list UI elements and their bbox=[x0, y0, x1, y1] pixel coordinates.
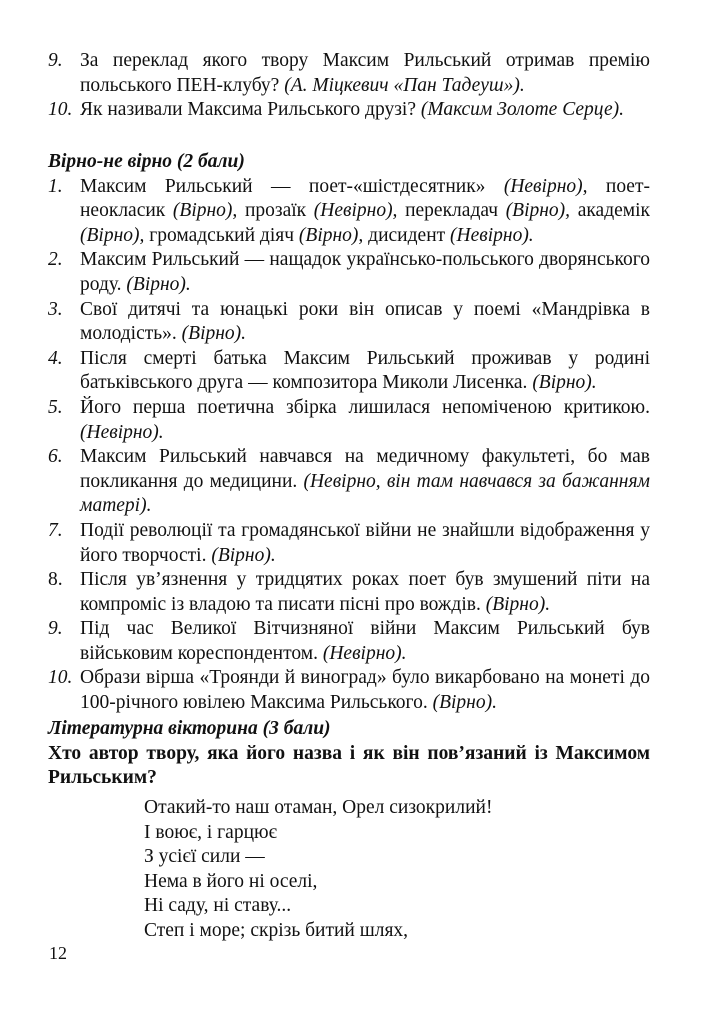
item-answer: (Вірно), bbox=[505, 200, 571, 222]
item-answer: (Вірно), bbox=[80, 224, 145, 246]
item-number: 4. bbox=[48, 347, 63, 369]
top-question-list bbox=[48, 49, 650, 123]
page-number: 12 bbox=[49, 943, 67, 963]
item-number: 5. bbox=[48, 396, 63, 418]
list-item bbox=[48, 175, 650, 249]
item-answer: (Вірно). bbox=[211, 544, 276, 566]
list-item bbox=[48, 98, 650, 123]
list-item bbox=[48, 445, 650, 519]
item-number: 1. bbox=[48, 175, 63, 197]
item-answer: (Невірно), bbox=[503, 175, 588, 197]
item-number: 10. bbox=[48, 667, 73, 689]
item-number: 7. bbox=[48, 519, 63, 541]
item-text-part: прозаїк bbox=[237, 200, 314, 222]
poem-excerpt bbox=[144, 796, 604, 944]
item-answer: (Максим Золоте Серце). bbox=[420, 99, 625, 121]
list-item bbox=[48, 347, 650, 396]
item-answer: (Вірно), bbox=[298, 224, 364, 246]
item-number: 8. bbox=[48, 569, 63, 591]
item-text: Як називали Максима Рильського друзі? bbox=[80, 99, 421, 121]
item-text: Після смерті батька Максим Рильський проживав у родині батьківського друга — композитора Миколи Лисенка. bbox=[80, 347, 650, 394]
item-text: Максим Рильський навчався на медичному факультеті, бо мав покликання до медицини. bbox=[80, 446, 650, 492]
item-text-part: академік bbox=[570, 200, 651, 222]
item-answer: (А. Міцкевич «Пан Тадеуш»). bbox=[284, 74, 525, 96]
item-number: 9. bbox=[48, 618, 63, 640]
item-answer: (Невірно). bbox=[450, 224, 534, 246]
item-number: 10. bbox=[48, 99, 73, 121]
item-answer: (Вірно), bbox=[172, 200, 238, 222]
list-item bbox=[48, 666, 650, 715]
list-item bbox=[48, 396, 650, 445]
item-text-part: дисидент bbox=[363, 224, 451, 246]
section-heading: Вірно-не вірно (2 бали) bbox=[48, 151, 245, 172]
section-heading: Літературна вікторина (3 бали) bbox=[48, 718, 331, 739]
item-answer: (Невірно). bbox=[322, 642, 407, 664]
item-text: Під час Великої Вітчизняної війни Максим Рильський був військовим кореспондентом. bbox=[80, 618, 650, 664]
quiz-section bbox=[48, 717, 650, 791]
item-number: 6. bbox=[48, 446, 63, 468]
item-text: За переклад якого твору Максим Рильський отримав премію польського ПЕН-клубу? bbox=[80, 50, 650, 96]
list-item bbox=[48, 617, 650, 666]
item-text: Свої дитячі та юнацькі роки він описав у поемі «Мандрівка в молодість». bbox=[80, 298, 650, 345]
poem-line: З усієї сили — bbox=[144, 846, 265, 868]
item-number: 9. bbox=[48, 50, 63, 71]
item-answer: (Невірно, він там навчався за бажанням матері). bbox=[80, 470, 650, 517]
item-text: Образи вірша «Троянди й виноград» було викарбовано на монеті до 100-річного ювілею Максима Рильського. bbox=[80, 667, 650, 714]
item-text: Після ув’язнення у тридцятих роках поет був змушений піти на компроміс із владою та писати пісні про вождів. bbox=[80, 569, 650, 615]
item-text: Події революції та громадянської війни не знайшли відображення у його творчості. bbox=[80, 519, 650, 566]
poem-line: І воює, і гарцює bbox=[144, 821, 277, 843]
item-answer: (Вірно). bbox=[181, 323, 247, 345]
item-text-part: перекладач bbox=[397, 200, 506, 222]
poem-line: Отакий-то наш отаман, Орел сизокрилий! bbox=[144, 797, 493, 818]
poem-line: Ні саду, ні ставу... bbox=[144, 895, 292, 917]
poem-line: Нема в його ні оселі, bbox=[144, 870, 318, 892]
item-answer: (Вірно). bbox=[126, 273, 191, 295]
item-answer: (Вірно). bbox=[485, 593, 551, 615]
item-text-part: Максим Рильський — поет-«шістдесятник» bbox=[80, 175, 504, 197]
item-answer: (Невірно). bbox=[80, 421, 164, 443]
list-item bbox=[48, 298, 650, 347]
list-item bbox=[48, 49, 650, 98]
item-answer: (Вірно). bbox=[532, 372, 597, 394]
list-item bbox=[48, 519, 650, 568]
poem-line: Степ і море; скрізь битий шлях, bbox=[144, 919, 409, 941]
item-answer: (Невірно), bbox=[313, 200, 398, 222]
item-text-part: громадський діяч bbox=[144, 224, 299, 246]
list-item bbox=[48, 248, 650, 297]
true-false-section bbox=[48, 150, 650, 716]
item-number: 3. bbox=[48, 298, 63, 320]
item-text: Максим Рильський — нащадок українсько-польського дворянського роду. bbox=[80, 249, 650, 295]
item-text: Його перша поетична збірка лишилася непоміченою критикою. bbox=[80, 396, 650, 418]
list-item bbox=[48, 568, 650, 617]
quiz-question: Хто автор твору, яка його назва і як він пов’язаний із Максимом Рильським? bbox=[48, 742, 650, 789]
item-text-part: поет-неокласик bbox=[80, 175, 650, 222]
item-number: 2. bbox=[48, 249, 63, 271]
item-answer: (Вірно). bbox=[432, 692, 497, 714]
